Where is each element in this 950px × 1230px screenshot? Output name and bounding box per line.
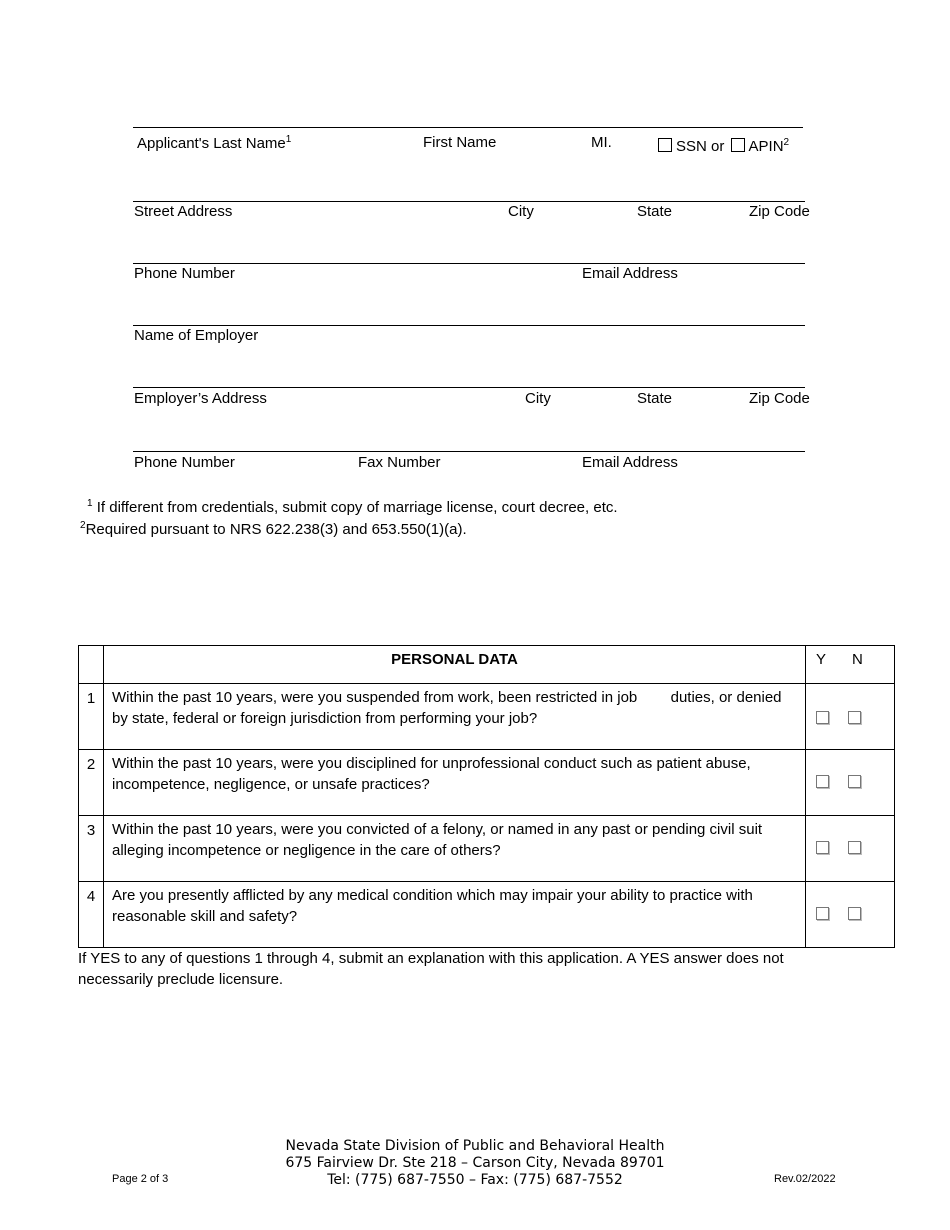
no-checkbox[interactable] xyxy=(848,841,861,854)
yes-checkbox[interactable] xyxy=(816,841,829,854)
phone-label: Phone Number xyxy=(134,265,235,282)
state-label: State xyxy=(637,203,673,220)
yes-checkbox[interactable] xyxy=(816,907,829,920)
question-text: Within the past 10 years, were you suspended from work, been restricted in job duties, or denied by state, federal or foreign jurisdiction from performing your job? xyxy=(104,684,806,750)
employer-city-label: City xyxy=(525,390,551,407)
question-number: 1 xyxy=(79,684,104,750)
question-number: 4 xyxy=(79,882,104,948)
apin-label: APIN$^2$ xyxy=(748,137,790,155)
footer-phone: Tel: (775) 687-7550 – Fax: (775) 687-7552 xyxy=(327,1172,623,1188)
last-name-line xyxy=(133,127,803,128)
table-row xyxy=(79,816,895,882)
employer-address-label: Employer’s Address xyxy=(134,390,267,407)
email-label: Email Address xyxy=(582,265,678,282)
ssn-label: SSN or xyxy=(676,138,725,155)
employer-address-line xyxy=(133,387,805,388)
question-text: Within the past 10 years, were you disciplined for unprofessional conduct such as patient abuse, incompetence, negligence, or unsafe practices? xyxy=(104,750,806,816)
personal-data-table xyxy=(78,645,895,948)
employer-phone-line xyxy=(133,451,805,452)
employer-fax-label: Fax Number xyxy=(358,454,441,471)
yn-header-cell xyxy=(806,646,895,684)
yes-checkbox[interactable] xyxy=(816,711,829,724)
employer-phone-label: Phone Number xyxy=(134,454,235,471)
employer-state-label: State xyxy=(637,390,673,407)
employer-name-line xyxy=(133,325,805,326)
employer-email-label: Email Address xyxy=(582,454,678,471)
no-checkbox[interactable] xyxy=(848,907,861,920)
answer-cell xyxy=(806,750,895,816)
ssn-apin-group xyxy=(658,138,789,156)
header-blank-cell xyxy=(79,646,104,684)
table-header-row xyxy=(79,646,895,684)
answer-cell xyxy=(806,816,895,882)
street-address-line xyxy=(133,201,805,202)
question-text: Are you presently afflicted by any medical condition which may impair your ability to practice with reasonable skill and safety? xyxy=(104,882,806,948)
answer-cell xyxy=(806,684,895,750)
table-row xyxy=(79,882,895,948)
revision-date: Rev.02/2022 xyxy=(774,1173,836,1185)
answer-cell xyxy=(806,882,895,948)
yes-checkbox[interactable] xyxy=(816,775,829,788)
city-label: City xyxy=(508,203,534,220)
employer-name-label: Name of Employer xyxy=(134,327,259,344)
ssn-checkbox[interactable] xyxy=(658,138,672,152)
no-header: N xyxy=(852,651,863,668)
mi-label: MI. xyxy=(591,134,612,151)
last-name-label: Applicant's Last Name$^1$ xyxy=(137,134,292,152)
question-number: 2 xyxy=(79,750,104,816)
footnote-1: $^1$ If different from credentials, submit copy of marriage license, court decree, etc. xyxy=(87,498,618,516)
employer-zip-label: Zip Code xyxy=(749,390,810,407)
question-number: 3 xyxy=(79,816,104,882)
yes-explanation-note: If YES to any of questions 1 through 4, submit an explanation with this application. A YES answer does not necessarily preclude licensure. xyxy=(78,950,784,988)
personal-data-title: PERSONAL DATA xyxy=(104,646,806,684)
zip-code-label: Zip Code xyxy=(749,203,810,220)
yes-header: Y xyxy=(816,651,827,668)
apin-checkbox[interactable] xyxy=(731,138,745,152)
footer-agency: Nevada State Division of Public and Behavioral Health xyxy=(285,1138,665,1154)
footnote-2: $^2$Required pursuant to NRS 622.238(3) and 653.550(1)(a). xyxy=(80,520,467,538)
page-number: Page 2 of 3 xyxy=(112,1173,169,1185)
footer-address: 675 Fairview Dr. Ste 218 – Carson City, Nevada 89701 xyxy=(285,1155,665,1171)
street-address-label: Street Address xyxy=(134,203,233,220)
no-checkbox[interactable] xyxy=(848,775,861,788)
table-row xyxy=(79,750,895,816)
phone-line xyxy=(133,263,805,264)
no-checkbox[interactable] xyxy=(848,711,861,724)
question-text: Within the past 10 years, were you convicted of a felony, or named in any past or pending civil suit alleging incompetence or negligence in the care of others? xyxy=(104,816,806,882)
first-name-label: First Name xyxy=(423,134,497,151)
table-row xyxy=(79,684,895,750)
